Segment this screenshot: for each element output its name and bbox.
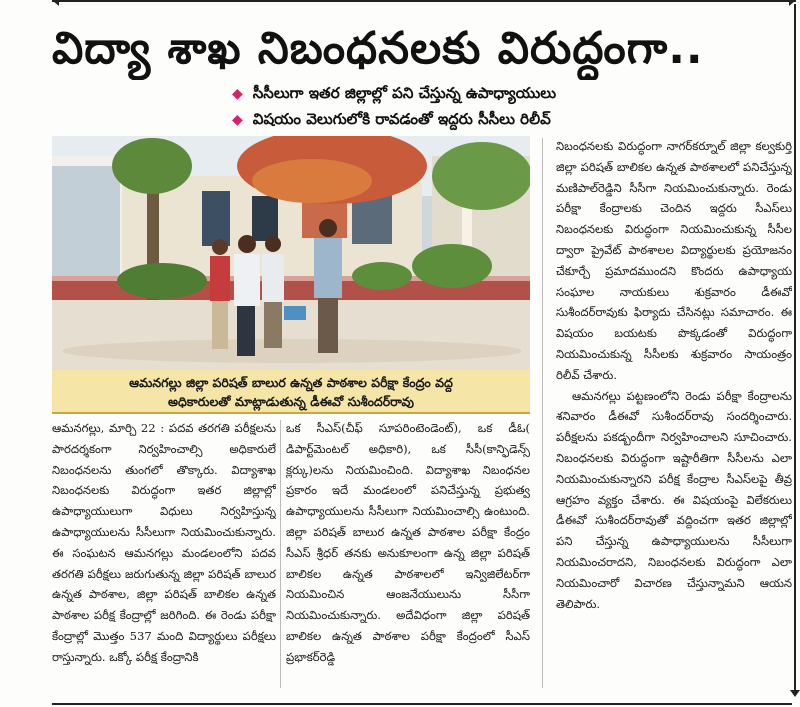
caption-line-1: ఆమనగల్లు జిల్లా పరిషత్ బాలుర ఉన్నత పాఠశాల పరీక్షా కేంద్రం వద్ద [129,375,453,390]
photo-caption [52,370,530,414]
column-divider [280,420,281,688]
column-1-text: ఆమనగల్లు, మార్చి 22 : పదవ తరగతి పరీక్షలను పారదర్శకంగా నిర్వహించాల్సి అధికారులే నిబంధనలను తుంగలో తొక్కారు. విద్యాశాఖ నిబంధనలకు విరుద్ధంగా ఇతర జిల్లాల్లో ఉపాధ్యాయులుగా విధులు నిర్వహిస్తున్న ఉపాధ్యాయులను సీసీలుగా నియమించుకున్నారు. ఈ సంఘటన ఆమనగల్లు మండలంలోని పదవ తరగతి పరీక్షలు జరుగుతున్న జిల్లా పరిషత్ బాలుర ఉన్నత పాఠశాల, జిల్లా పరిషత్ బాలికల ఉన్నత పాఠశాల పరీక్ష కేంద్రాల్లో జరిగింది. ఈ రెండు పరీక్షా కేంద్రాల్లో మొత్తం 537 మంది విద్యార్థులు పరీక్షలు రాస్తున్నారు. ఒక్కో పరీక్ష కేంద్రానికి [52,421,276,664]
column-2-text: ఒక సీఎస్(చీఫ్ సూపరింటెండెంట్), ఒక డీఓ( డిపార్ట్‌మెంటల్ అధికారి), ఒక సీసీ(కాన్ఫిడెన్స్ క్లర్కు)లను నియమించింది. విద్యాశాఖ నిబంధనల ప్రకారం ఇదే మండలంలో పనిచేస్తున్న ప్రభుత్వ ఉపాధ్యాయులను సీసీలుగా నియమించాల్సి ఉంటుంది. జిల్లా పరిషత్ బాలుర ఉన్నత పాఠశాల పరీక్షా కేంద్రం సీఎస్ శ్రీధర్ తనకు అనుకూలంగా ఉన్న జిల్లా పరిషత్ బాలికల ఉన్నత పాఠశాలలో ఇన్విజిలేటర్‌గా నియమించిన ఆంజనేయులును సీసీగా నియమించుకున్నారు. అదేవిధంగా జిల్లా పరిషత్ బాలికల ఉన్నత పాఠశాల పరీక్షా కేంద్రంలో సీఎస్ ప్రభాకర్‌రెడ్డి [286,421,530,664]
diamond-bullet-icon: ◆ [232,112,243,128]
top-border-arrow [52,0,796,6]
column-3-paragraph-2: ఆమనగల్లు పట్టణంలోని రెండు పరీక్షా కేంద్రాలను శనివారం డీఈవో సుశీందర్‌రావు సందర్శించారు. పరీక్షలను పకడ్బందీగా నిర్వహించాలని సూచించారు. నిబంధనలకు విరుద్ధంగా ఇష్టారీతిగా సీసీలను ఎలా నియమించుకున్నారని పరీక్ష కేంద్రాల సీఎస్‌లపై తీవ్ర ఆగ్రహం వ్యక్తం చేశారు. ఈ విషయంపై విలేకరులు డీఈవో సుశీందర్‌రావుతో వద్దించగా ఇతర జిల్లాల్లో పని చేస్తున్న ఉపాధ్యాయులను సీసీలుగా నియమించరాదని, నిబంధనలకు విరుద్ధంగా ఎలా నియమించారో విచారణ చేస్తున్నామని ఆయన తెలిపారు. [556,388,792,611]
subhead-2 [232,110,551,132]
article-column-1 [52,418,276,690]
subhead-1-text: సీసీలుగా ఇతర జిల్లాల్లో పని చేస్తున్న ఉపాధ్యాయులు [252,84,557,102]
headline: విద్యా శాఖ నిబంధనలకు విరుద్ధంగా.. [52,23,704,74]
diamond-bullet-icon: ◆ [232,86,243,102]
column-3-paragraph-1: నిబంధనలకు విరుద్ధంగా నాగర్‌కర్నూల్ జిల్లా కల్వకుర్తి జిల్లా పరిషత్ బాలికల ఉన్నత పాఠశాలలో పనిచేస్తున్న మణిపాల్‌రెడ్డిని సీసీగా నియమించుకున్నారు. రెండు పరీక్షా కేంద్రాలకు చెందిన ఇద్దరు సీఎస్‌లు నిబంధనలకు విరుద్ధంగా నియమించుకున్న సీసీల ద్వారా ప్రైవేట్ పాఠశాలల విద్యార్థులకు ప్రయోజనం చేకూర్చే ప్రమాదముందని కొందరు ఉపాధ్యాయ సంఘాల నాయకులు శుక్రవారం డీఈవో సుశీందర్‌రావుకు ఫిర్యాదు చేసినట్లు సమాచారం. ఈ విషయం బయటకు పొక్కడంతో విరుద్ధంగా నియమించుకున్న సీసీలకు శుక్రవారం సాయంత్రం రిలీవ్ చేశారు. [556,139,792,382]
bottom-border [52,703,792,705]
article-column-3 [556,136,792,686]
caption-line-2: అధికారులతో మాట్లాడుతున్న డీఈవో సుశీందర్‌రావు [168,394,414,409]
school-courtyard-photo [52,136,530,370]
subhead-2-text: విషయం వెలుగులోకి రావడంతో ఇద్దరు సీసీలు రిలీవ్ [252,110,551,128]
right-border-arrow [794,4,796,694]
article-column-2 [286,418,530,690]
subhead-1 [232,84,556,106]
column-divider [542,138,543,688]
